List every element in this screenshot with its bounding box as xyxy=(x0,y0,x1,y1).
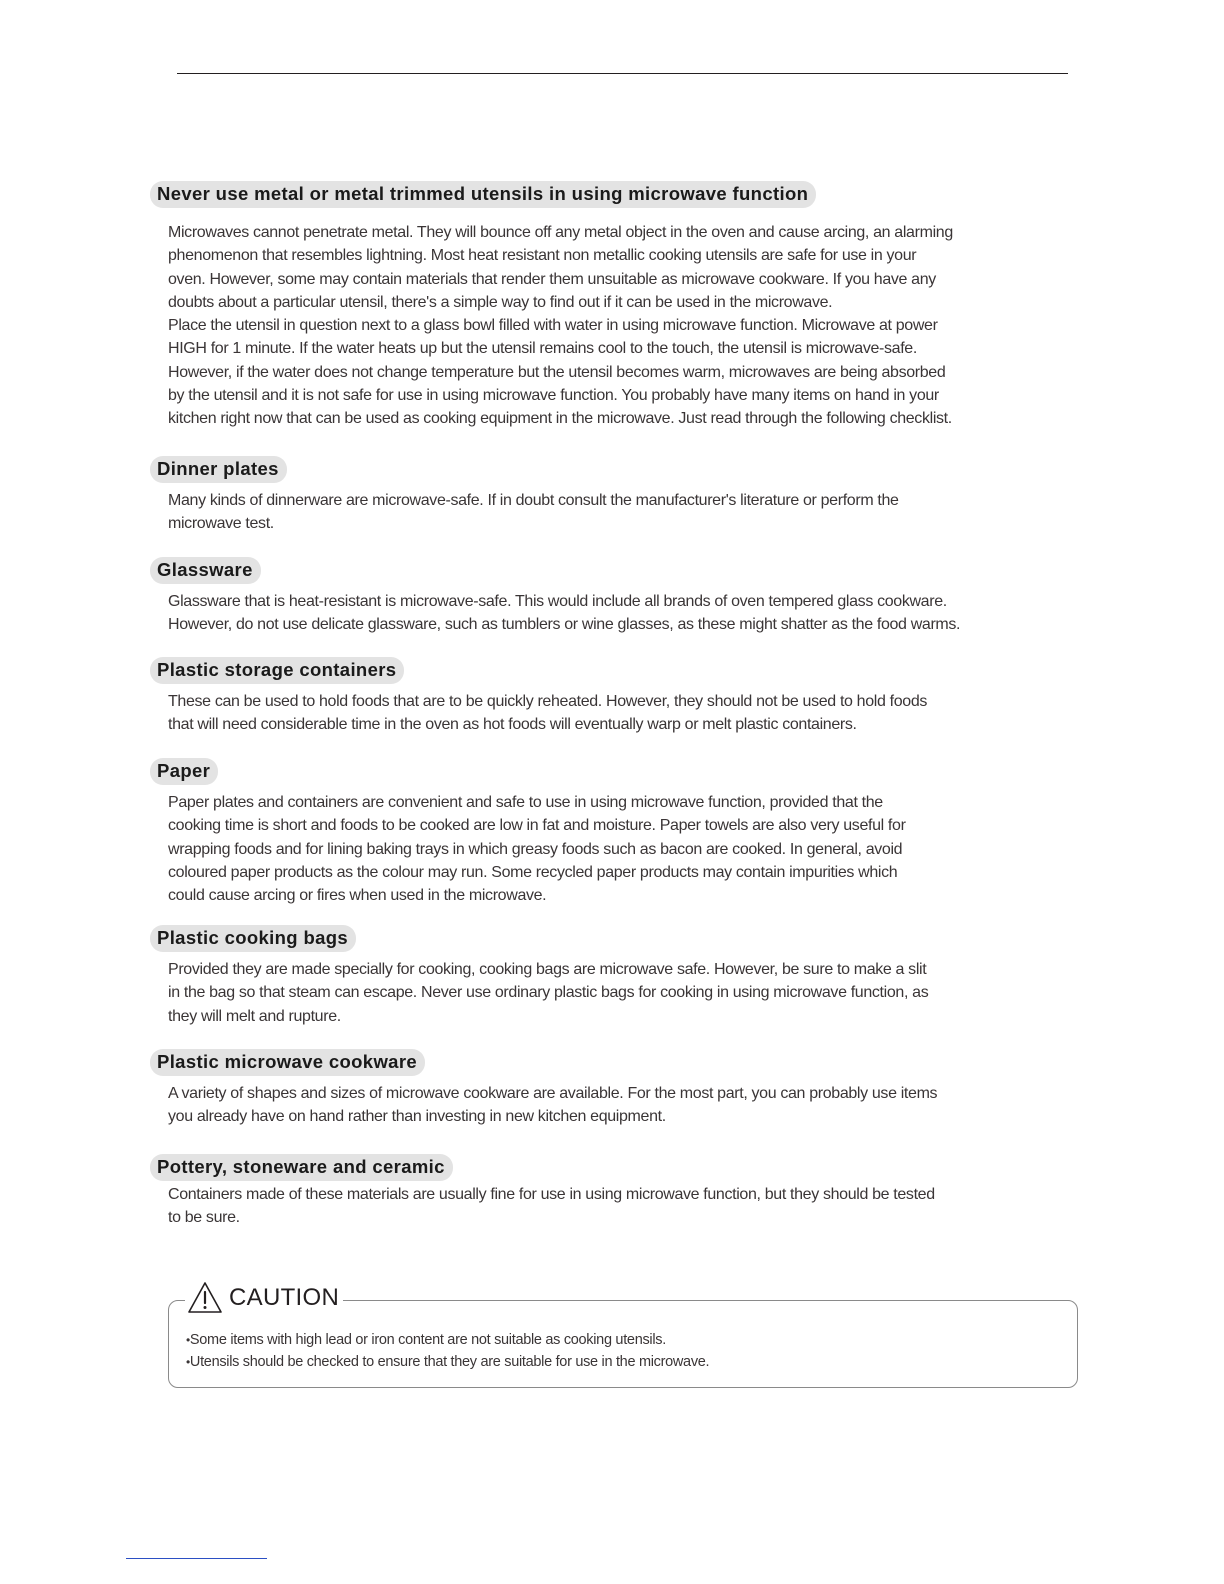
section-heading: Plastic storage containers xyxy=(150,657,404,684)
section-body: Glassware that is heat-resistant is microwave-safe. This would include all brands of oven tempered glass cookware. However, do not use delicate glassware, such as tumblers or wine glasses, as these might shatter as the food warms. xyxy=(168,593,961,634)
section-body: Paper plates and containers are convenient and safe to use in using microwave function, provided that the cooking time is short and foods to be cooked are low in fat and moisture. Paper towels are also very useful for wrapping foods and for lining baking trays in which greasy foods such as bacon are cooked. In general, avoid coloured paper products as the colour may run. Some recycled paper products may contain impurities which could cause arcing or fires when used in the microwave. xyxy=(168,794,906,905)
header-rule xyxy=(177,73,1068,74)
caution-box xyxy=(168,1284,1078,1388)
section-body: A variety of shapes and sizes of microwave cookware are available. For the most part, you can probably use items you already have on hand rather than investing in new kitchen equipment. xyxy=(168,1085,938,1126)
footer-link-underline xyxy=(126,1558,267,1559)
section-body: Many kinds of dinnerware are microwave-safe. If in doubt consult the manufacturer's literature or perform the microwave test. xyxy=(168,492,899,533)
section-plastic-storage xyxy=(150,657,1070,737)
section-paper xyxy=(150,758,1070,907)
caution-title: CAUTION xyxy=(229,1284,340,1311)
section-body: These can be used to hold foods that are to be quickly reheated. However, they should not be used to hold foods that will need considerable time in the oven as hot foods will eventually warp or melt plastic containers. xyxy=(168,693,928,734)
section-heading: Paper xyxy=(150,758,218,785)
section-heading: Dinner plates xyxy=(150,456,287,483)
section-plastic-microwave-cookware xyxy=(150,1049,1070,1129)
section-glassware xyxy=(150,557,1070,637)
caution-header xyxy=(185,1281,343,1315)
section-body: Containers made of these materials are usually fine for use in using microwave function, but they should be tested to be sure. xyxy=(168,1186,935,1227)
section-plastic-cooking-bags xyxy=(150,925,1070,1028)
section-heading: Plastic cooking bags xyxy=(150,925,356,952)
section-metal-utensils xyxy=(150,181,1070,431)
caution-item: • Some items with high lead or iron content are not suitable as cooking utensils. xyxy=(186,1329,709,1351)
section-body: Provided they are made specially for cooking, cooking bags are microwave safe. However, be sure to make a slit in the bag so that steam can escape. Never use ordinary plastic bags for cooking in using microwave function, as they will melt and rupture. xyxy=(168,961,929,1025)
section-dinner-plates xyxy=(150,456,1070,536)
section-body: Microwaves cannot penetrate metal. They will bounce off any metal object in the oven and cause arcing, an alarming phenomenon that resembles lightning. Most heat resistant non metallic cooking utensils are safe for use in your oven. However, some may contain materials that render them unsuitable as microwave cookware. If you have any doubts about a particular utensil, there's a simple way to find out if it can be used in the microwave. Place the utensil in question next to a glass bowl filled with water in using microwave function. Microwave at power HIGH for 1 minute. If the water heats up but the utensil remains cool to the touch, the utensil is microwave-safe. However, if the water does not change temperature but the utensil becomes warm, microwaves are being absorbed by the utensil and it is not safe for use in using microwave function. You probably have many items on hand in your kitchen right now that can be used as cooking equipment in the microwave. Just read through the following checklist. xyxy=(168,224,953,428)
warning-triangle-icon xyxy=(187,1281,223,1315)
section-heading: Pottery, stoneware and ceramic xyxy=(150,1154,453,1181)
section-heading: Never use metal or metal trimmed utensils in using microwave function xyxy=(150,181,816,208)
section-heading: Plastic microwave cookware xyxy=(150,1049,425,1076)
section-heading: Glassware xyxy=(150,557,261,584)
section-pottery-stoneware-ceramic xyxy=(150,1154,1070,1230)
caution-item: • Utensils should be checked to ensure that they are suitable for use in the microwave. xyxy=(186,1351,709,1373)
caution-list xyxy=(186,1329,709,1373)
